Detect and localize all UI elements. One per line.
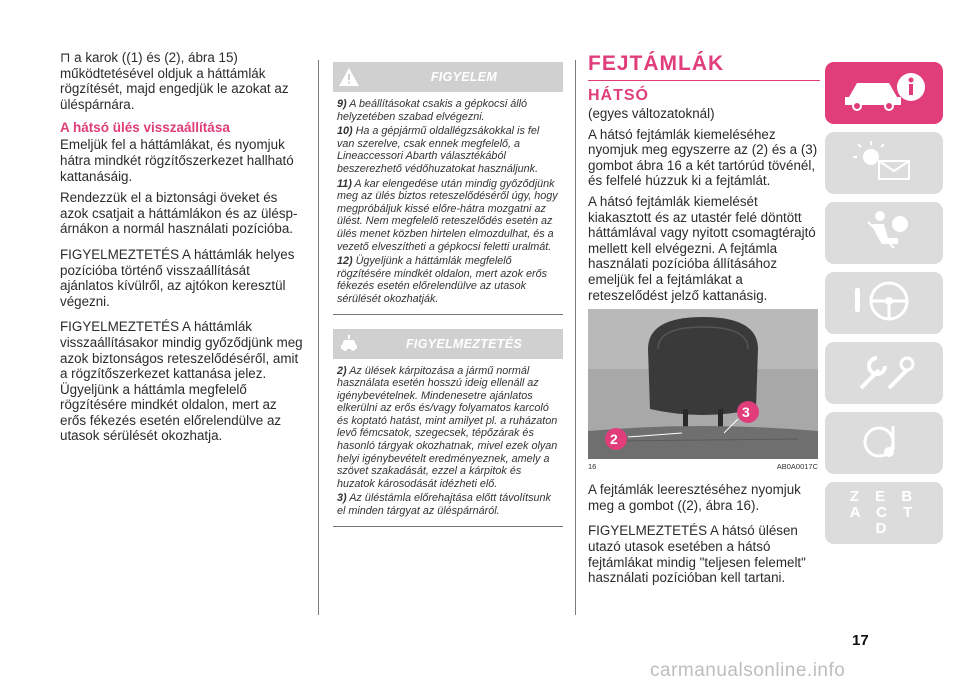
column-divider (575, 60, 576, 615)
figure-code: AB0A0017C (776, 462, 818, 472)
callout-3: 3 (742, 404, 750, 421)
callout-2: 2 (610, 431, 618, 448)
paragraph: A hátsó fejtámlák kiemelését kiakasztott és az utastér felé döntött háttámlával vagy nyitott csomagtérajtó mellett kell elvégezni. A fejtámla használati pozícióba állításához emeljük fel a fejtámlákat a reteszelődést jelző kattanásig. (588, 193, 816, 303)
car-caution-icon (333, 329, 365, 359)
paragraph: A hátsó fejtámlák kiemeléséhez nyomjuk meg egyszerre az (2) és a (3) gombot ábra 16 a két tartórúd tövénél, és felfelé húzzuk ki a fejtámlát. (588, 126, 818, 189)
right-column (588, 52, 820, 591)
caution-box (333, 329, 563, 527)
media-icon (849, 418, 919, 469)
note-item: 10) Ha a gépjármű oldallégzsákokkal is fel van szerelve, csak ennek megfelelő, a Lineaccessori Abarth választékából beszerezhető védőhuzatokat használjunk. (337, 125, 540, 175)
tab-emergency[interactable] (825, 342, 943, 404)
tab-safety[interactable] (825, 202, 943, 264)
note-item: 11) A kar elengedése után mindig győződjünk meg az ülés biztos reteszelődéséről úgy, hogy megpróbáljuk kissé előre-hátra mozgatni az ülést. Nem megfelelő reteszelődés esetén az ülés menet közben hirtelen elmozdulhat, és a vezető elveszítheti a gépkocsi feletti uralmát. (337, 177, 558, 253)
column-divider (318, 60, 319, 615)
index-letters: Z E B A C T D (849, 488, 919, 537)
airbag-seat-icon (854, 208, 914, 259)
left-column (60, 50, 305, 450)
caution-box-header (333, 329, 563, 359)
attention-box (333, 62, 563, 315)
wrench-icon (849, 348, 919, 399)
paragraph: ⊓ a karok ((1) és (2), ábra 15) működtetésével oldjuk a háttámlák rögzítését, majd engedjük le azokat az üléspárnára. (60, 50, 289, 112)
index-icon (844, 489, 924, 537)
attention-box-header (333, 62, 563, 92)
warning-lights-icon (849, 139, 919, 188)
car-info-icon (839, 69, 929, 118)
caution-box-body (333, 359, 563, 527)
figure-number: 16 (588, 462, 597, 472)
figure-16 (588, 309, 818, 474)
warning-paragraph: FIGYELMEZTETÉS A háttámlák helyes pozícióba történő visszaállítását ajánlatos kívülről, az ajtókon keresztül végezni. (60, 246, 295, 309)
steering-wheel-icon (849, 278, 919, 329)
section-subheading: A hátsó ülés visszaállítása (60, 120, 230, 136)
tab-warning-lights[interactable] (825, 132, 943, 194)
watermark: carmanualsonline.info (650, 660, 846, 681)
section-subheading: HÁTSÓ (588, 87, 649, 104)
caution-box-title: FIGYELMEZTETÉS (405, 336, 522, 351)
headrest-photo (588, 309, 818, 459)
section-heading: FEJTÁMLÁK (588, 52, 820, 81)
paragraph: A fejtámlák leeresztéséhez nyomjuk meg a gombot ((2), ábra 16). (588, 482, 801, 513)
figure-caption (588, 459, 818, 471)
attention-box-title: FIGYELEM (430, 70, 498, 84)
note-item: 2) Az ülések kárpitozása a jármű normál használata esetén hosszú ideig ellenáll az igénybevételnek. Mindenesetre ajánlatos elkerülni az erős és/vagy folyamatos karcoló és koptató hatást, mint amilyet pl. a ruházaton levő fémcsatok, szegecsek, tépőzárak és hasonló tárgyak okozhatnak, mivel ezek olyan helyi igénybevételt eredményeznek, amely a szövet szakadását, ezzel a kárpitok és huzatok károsodását idézheti elő. (337, 364, 558, 490)
page-number: 17 (852, 632, 869, 649)
warning-paragraph: FIGYELMEZTETÉS A háttámlák visszaállításakor mindig győződjünk meg azok biztonságos reteszelődéséről, amit a rögzítőszerkezet kattanása jelez. Ügyeljünk a háttámla megfelelő rögzítésére mindkét oldalon, mert az erős fékezés esetén előrelendülve az utasok sérülését okozhatja. (60, 319, 303, 444)
middle-column (333, 62, 563, 527)
warning-paragraph: FIGYELMEZTETÉS A hátsó ülésen utazó utasok esetében a hátsó fejtámlákat mindig "teljesen felemelt" használati pozícióban kell tartani. (588, 523, 806, 586)
warning-triangle-icon (333, 62, 365, 92)
paragraph: Rendezzük el a biztonsági öveket és azok csatjait a háttámlákon és az üléspárnákon a normál használati pozícióba. (60, 190, 298, 237)
note-item: 12) Ügyeljünk a háttámlák megfelelő rögzítésére mindkét oldalon, mert azok erős fékezés esetén előrelendülve az utasok sérülését okozhatják. (337, 255, 548, 305)
attention-box-body (333, 92, 563, 315)
tab-index[interactable] (825, 482, 943, 544)
tab-multimedia[interactable] (825, 412, 943, 474)
note-item: 3) Az üléstámla előrehajtása előtt távolítsunk el minden tárgyat az üléspárnáról. (337, 492, 551, 518)
paragraph: (egyes változatoknál) (588, 106, 715, 121)
paragraph: Emeljük fel a háttámlákat, és nyomjuk hátra mindkét rögzítőszerkezet hallható kattanásáig. (60, 137, 294, 184)
note-item: 9) A beállításokat csakis a gépkocsi álló helyzetében szabad elvégezni. (337, 98, 528, 123)
tab-driving[interactable] (825, 272, 943, 334)
chapter-tabs (825, 62, 943, 552)
tab-car-info[interactable] (825, 62, 943, 124)
